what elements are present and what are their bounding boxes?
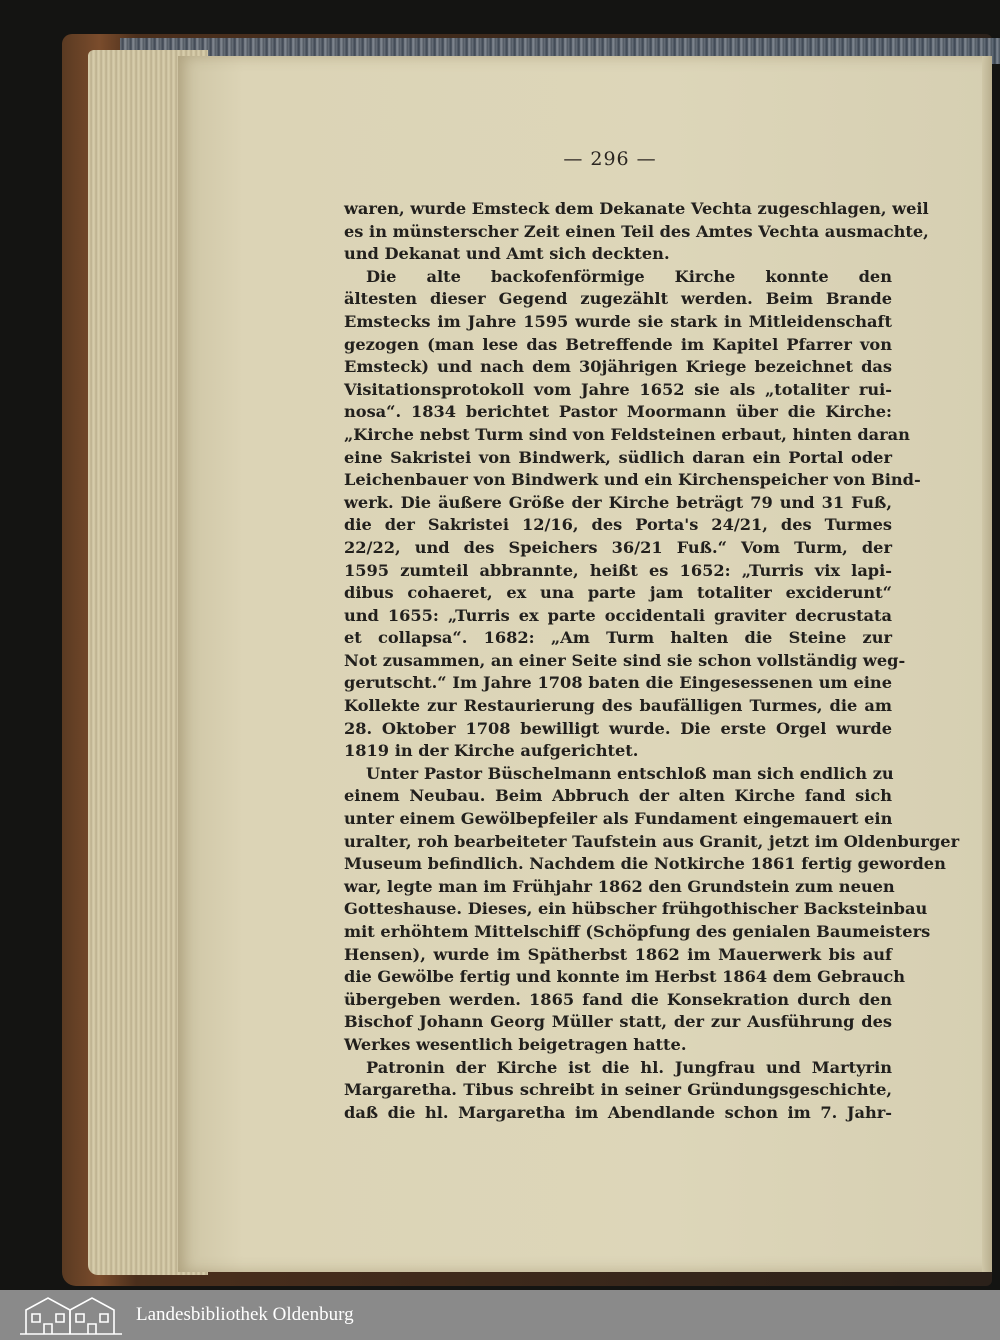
text-line: Leichenbauer von Bindwerk und ein Kirchenspeicher von Bind-	[344, 470, 921, 490]
text-line: Emsteck) und nach dem 30jährigen Kriege bezeichnet das	[344, 357, 892, 377]
text-line: Bischof Johann Georg Müller statt, der zur Ausführung des	[344, 1012, 892, 1032]
text-line: 1819 in der Kirche aufgerichtet.	[344, 741, 639, 761]
text-line: eine Sakristei von Bindwerk, südlich daran ein Portal oder	[344, 447, 892, 467]
text-line: Margaretha. Tibus schreibt in seiner Gründungsgeschichte,	[344, 1080, 892, 1100]
text-line: Visitationsprotokoll vom Jahre 1652 sie als „totaliter rui-	[344, 379, 892, 399]
text-line: Museum befindlich. Nachdem die Notkirche 1861 fertig geworden	[344, 854, 946, 874]
text-line: und Dekanat und Amt sich deckten.	[344, 244, 670, 264]
page-edge	[982, 56, 992, 1272]
footer-bar	[0, 1290, 1000, 1340]
library-name: Landesbibliothek Oldenburg	[136, 1304, 354, 1325]
text-line: gerutscht.“ Im Jahre 1708 baten die Eingesessenen um eine	[344, 673, 892, 693]
body-text	[344, 198, 960, 1124]
text-line: Unter Pastor Büschelmann entschloß man sich endlich zu	[366, 763, 894, 783]
text-line: 28. Oktober 1708 bewilligt wurde. Die erste Orgel wurde	[344, 718, 892, 738]
text-line: Gotteshause. Dieses, ein hübscher frühgothischer Backsteinbau	[344, 899, 928, 919]
text-line: ältesten dieser Gegend zugezählt werden. Beim Brande	[344, 289, 892, 309]
text-line: Hensen), wurde im Spätherbst 1862 im Mauerwerk bis auf	[344, 944, 892, 964]
text-line: Not zusammen, an einer Seite sind sie schon vollständig weg-	[344, 650, 906, 670]
text-line: war, legte man im Frühjahr 1862 den Grundstein zum neuen	[344, 876, 895, 896]
library-building-icon	[18, 1294, 124, 1336]
text-line: und 1655: „Turris ex parte occidentali graviter decrustata	[344, 605, 892, 625]
text-line: werk. Die äußere Größe der Kirche beträgt 79 und 31 Fuß,	[344, 492, 892, 512]
text-line: daß die hl. Margaretha im Abendlande schon im 7. Jahr-	[344, 1102, 892, 1122]
text-line: gezogen (man lese das Betreffende im Kapitel Pfarrer von	[344, 334, 892, 354]
text-line: waren, wurde Emsteck dem Dekanate Vechta zugeschlagen, weil	[344, 199, 929, 218]
text-line: unter einem Gewölbepfeiler als Fundament eingemauert ein	[344, 809, 893, 829]
text-line: „Kirche nebst Turm sind von Feldsteinen erbaut, hinten daran	[344, 424, 910, 444]
text-line: es in münsterscher Zeit einen Teil des Amtes Vechta ausmachte,	[344, 221, 929, 241]
text-line: dibus cohaeret, ex una parte jam totaliter exciderunt“	[344, 583, 892, 603]
text-line: mit erhöhtem Mittelschiff (Schöpfung des genialen Baumeisters	[344, 922, 931, 941]
text-line: Die alte backofenförmige Kirche konnte den	[366, 266, 892, 286]
text-line: et collapsa“. 1682: „Am Turm halten die Steine zur	[344, 628, 892, 648]
text-line: 22/22, und des Speichers 36/21 Fuß.“ Vom Turm, der	[344, 537, 892, 557]
text-line: uralter, roh bearbeiteter Taufstein aus Granit, jetzt im Oldenburger	[344, 831, 960, 851]
text-line: Patronin der Kirche ist die hl. Jungfrau und Martyrin	[366, 1057, 892, 1077]
text-line: die der Sakristei 12/16, des Porta's 24/21, des Turmes	[344, 515, 892, 535]
text-line: die Gewölbe fertig und konnte im Herbst 1864 dem Gebrauch	[344, 967, 905, 987]
text-line: Kollekte zur Restaurierung des baufälligen Turmes, die am	[344, 696, 892, 716]
page-number: — 296 —	[563, 148, 657, 170]
text-line: Emstecks im Jahre 1595 wurde sie stark in Mitleidenschaft	[344, 311, 892, 331]
text-line: Werkes wesentlich beigetragen hatte.	[344, 1034, 687, 1054]
text-line: 1595 zumteil abbrannte, heißt es 1652: „Turris vix lapi-	[344, 560, 892, 580]
text-line: nosa“. 1834 berichtet Pastor Moormann über die Kirche:	[344, 402, 892, 422]
text-line: übergeben werden. 1865 fand die Konsekration durch den	[344, 989, 892, 1009]
text-line: einem Neubau. Beim Abbruch der alten Kirche fand sich	[344, 786, 892, 806]
